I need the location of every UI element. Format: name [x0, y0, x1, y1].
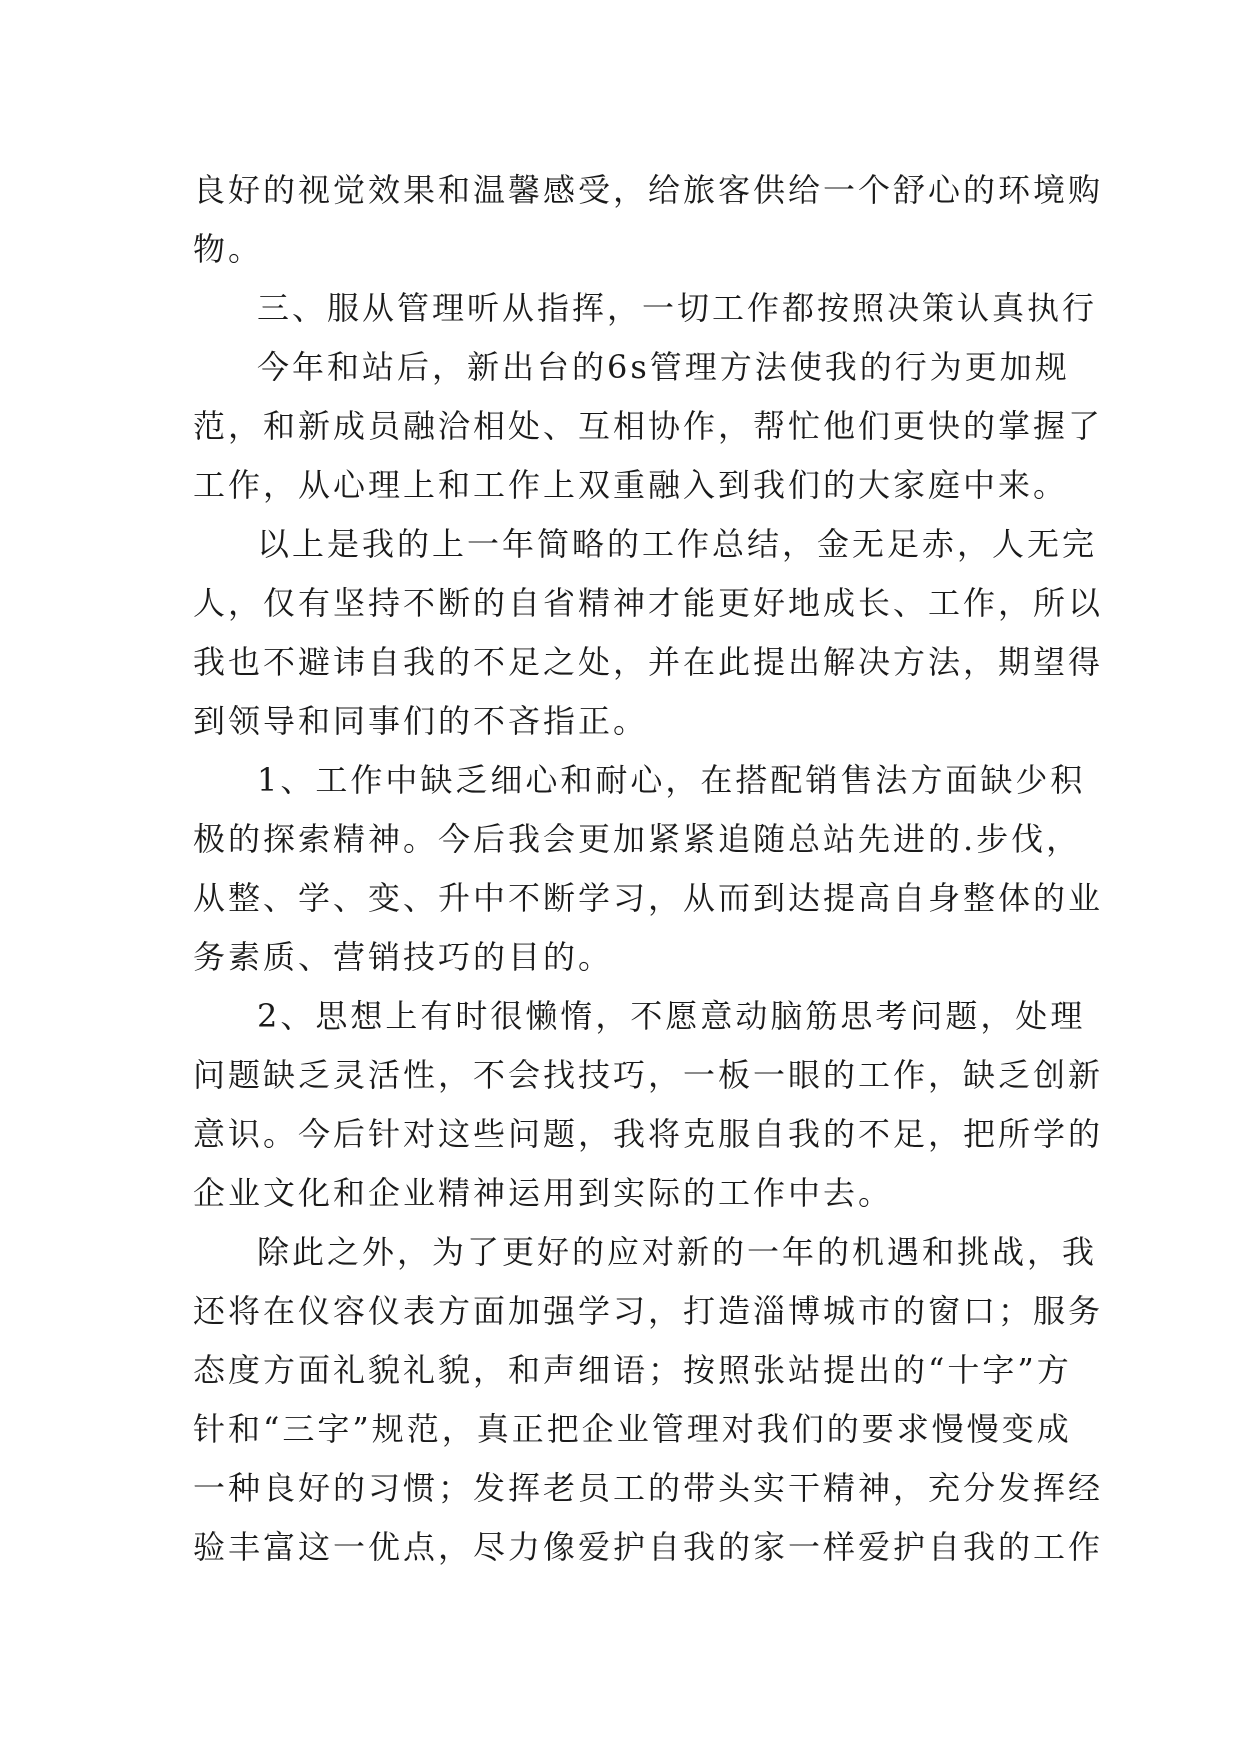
text-line: 1、工作中缺乏细心和耐心，在搭配销售法方面缺少积: [257, 761, 1086, 799]
text-line: 以上是我的上一年简略的工作总结，金无足赤，人无完: [257, 525, 1098, 563]
text-line: 人，仅有坚持不断的自省精神才能更好地成长、工作，所以: [193, 584, 1104, 622]
text-line: 极的探索精神。今后我会更加紧紧追随总站先进的.步伐，: [193, 820, 1082, 858]
text-line: 还将在仪容仪表方面加强学习，打造淄博城市的窗口；服务: [193, 1292, 1104, 1330]
text-line: 三、服从管理听从指挥，一切工作都按照决策认真执行: [257, 289, 1098, 327]
text-line: 物。: [193, 230, 264, 268]
text-line: 今年和站后，新出台的6s管理方法使我的行为更加规: [257, 348, 1070, 386]
text-line: 从整、学、变、升中不断学习，从而到达提高自身整体的业: [193, 879, 1104, 917]
text-line: 问题缺乏灵活性，不会找技巧，一板一眼的工作，缺乏创新: [193, 1056, 1104, 1094]
text-line: 我也不避讳自我的不足之处，并在此提出解决方法，期望得: [193, 643, 1104, 681]
text-line: 到领导和同事们的不吝指正。: [193, 702, 649, 740]
text-line: 针和“三字”规范，真正把企业管理对我们的要求慢慢变成: [193, 1410, 1072, 1448]
text-line: 态度方面礼貌礼貌，和声细语；按照张站提出的“十字”方: [193, 1351, 1072, 1389]
text-line: 验丰富这一优点，尽力像爱护自我的家一样爱护自我的工作: [193, 1528, 1104, 1566]
text-line: 一种良好的习惯；发挥老员工的带头实干精神，充分发挥经: [193, 1469, 1104, 1507]
document-body: [193, 161, 1104, 1577]
text-line: 良好的视觉效果和温馨感受，给旅客供给一个舒心的环境购: [193, 171, 1104, 209]
text-line: 企业文化和企业精神运用到实际的工作中去。: [193, 1174, 894, 1212]
text-line: 意识。今后针对这些问题，我将克服自我的不足，把所学的: [193, 1115, 1104, 1153]
text-line: 工作，从心理上和工作上双重融入到我们的大家庭中来。: [193, 466, 1069, 504]
text-line: 务素质、营销技巧的目的。: [193, 938, 614, 976]
text-line: 范，和新成员融洽相处、互相协作，帮忙他们更快的掌握了: [193, 407, 1104, 445]
text-line: 除此之外，为了更好的应对新的一年的机遇和挑战，我: [257, 1233, 1098, 1271]
text-line: 2、思想上有时很懒惰，不愿意动脑筋思考问题，处理: [257, 997, 1086, 1035]
